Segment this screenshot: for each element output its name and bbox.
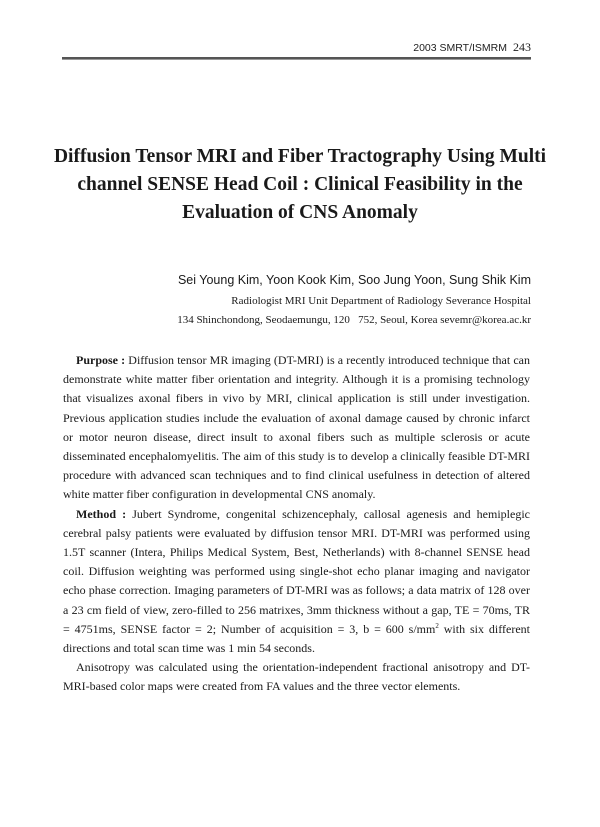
method-label: Method : (76, 506, 127, 521)
author-list: Sei Young Kim, Yoon Kook Kim, Soo Jung Yoon, Sung Shik Kim (177, 273, 531, 287)
paper-title: Diffusion Tensor MRI and Fiber Tractography Using Multi channel SENSE Head Coil : Clinical Feasibility in the Evaluation of CNS Anomaly (53, 146, 547, 223)
purpose-text: Diffusion tensor MR imaging (DT-MRI) is a recently introduced technique that can demonstrate white matter fiber orientation and integrity. Although it is a promising technology that visualizes axonal fibers in vivo by MRI, clinical application is still under investigation. Previous application studies include the evaluation of axonal damage caused by chronic infarct or motor neuron disease, direct insult to axonal fibers such as multiple sclerosis or acute disseminated encephalomyelitis. The aim of this study is to develop a clinically feasible DT-MRI procedure with advanced scan techniques and to find clinical usefulness in detection of altered white matter fiber configuration in developmental CNS anomaly. (63, 353, 531, 502)
affiliation-line-1: Radiologist MRI Unit Department of Radiology Severance Hospital (231, 295, 531, 307)
affiliation-line-2: 134 Shinchondong, Seodaemungu, 120 752, Seoul, Korea sevemr@korea.ac.kr (177, 314, 531, 326)
method-paragraph (63, 505, 530, 659)
purpose-label: Purpose : (76, 353, 126, 367)
method-text-end: with six different directions and total scan time was 1 min 54 seconds. (63, 621, 530, 656)
page-number: 243 (513, 40, 531, 54)
running-header (413, 40, 531, 55)
abstract-body (63, 351, 530, 697)
anisotropy-text: Anisotropy was calculated using the orientation-independent fractional anisotropy and DT-MRI-based color maps were created from FA values and the three vector elements. (63, 660, 530, 694)
header-rule (62, 57, 531, 60)
anisotropy-paragraph (63, 658, 530, 696)
method-text: Jubert Syndrome, congenital schizencephaly, callosal agenesis and hemiplegic cerebral palsy patients were evaluated by diffusion tensor MRI. DT-MRI was performed using 1.5T scanner (Intera, Philips Medical System, Best, Netherlands) with 8-channel SENSE head coil. Diffusion weighting was performed using single-shot echo planar imaging and navigator echo phase correction. Imaging parameters of DT-MRI was as follows; a data matrix of 128 over a 23 cm field of view, zero-filled to 256 matrixes, 3mm thickness without a gap, TE = 70ms, TR = 4751ms, SENSE factor = 2; Number of acquisition = 3, b = 600 s/mm (63, 506, 530, 636)
journal-label: 2003 SMRT/ISMRM (413, 42, 507, 54)
purpose-paragraph (63, 351, 530, 505)
affiliation (177, 292, 531, 330)
method-superscript: 2 (435, 621, 439, 630)
